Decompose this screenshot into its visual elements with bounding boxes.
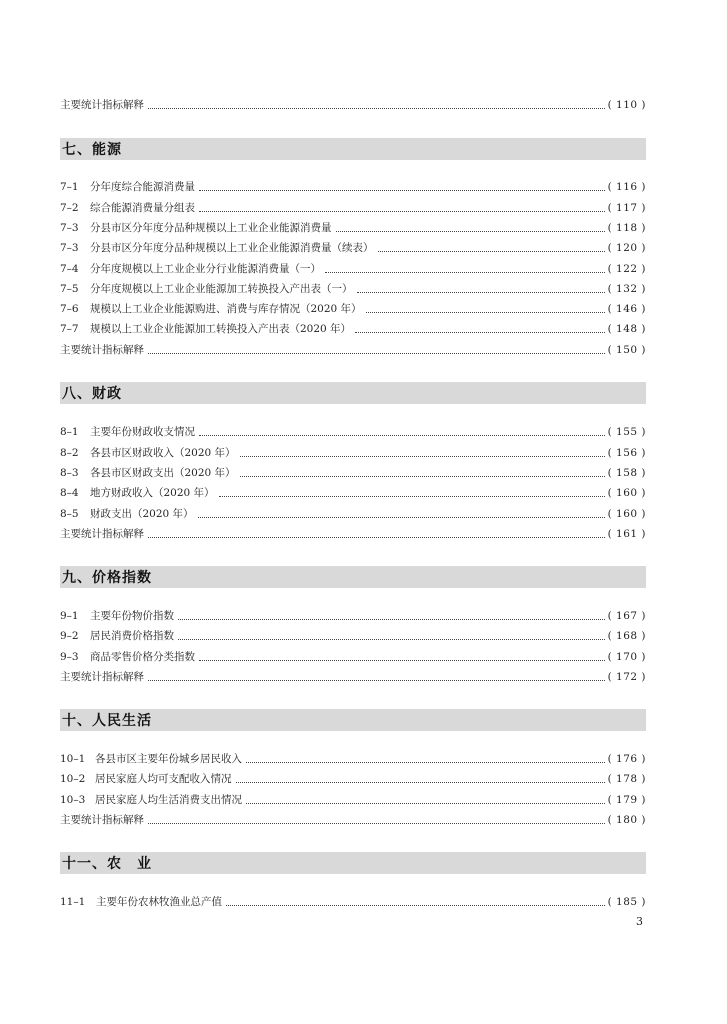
- chapter-heading-energy: [60, 138, 646, 160]
- dot-leader: [148, 352, 605, 354]
- toc-entry-title: 商品零售价格分类指数: [90, 651, 195, 663]
- toc-note-row[interactable]: [60, 812, 646, 828]
- toc-entry-row[interactable]: [60, 445, 646, 461]
- toc-entry-page: ( 160 ): [607, 508, 646, 520]
- chapter-heading-living: [60, 709, 646, 731]
- dot-leader: [199, 189, 605, 191]
- toc-entry-page: ( 168 ): [607, 630, 646, 642]
- toc-entry-page: ( 179 ): [607, 794, 646, 806]
- toc-entry-number: 8–1: [60, 426, 79, 438]
- toc-entry-number: 8–2: [60, 447, 79, 459]
- toc-entry-title: 综合能源消费量分组表: [90, 202, 195, 214]
- toc-entry-row[interactable]: [60, 301, 646, 317]
- toc-entry-row[interactable]: [60, 281, 646, 297]
- toc-entry-page: ( 150 ): [607, 344, 646, 356]
- toc-entry-row[interactable]: [60, 220, 646, 236]
- dot-leader: [236, 781, 605, 783]
- toc-entry-title: 主要统计指标解释: [60, 671, 144, 683]
- dot-leader: [366, 311, 605, 313]
- toc-entry-title: 各县市区主要年份城乡居民收入: [95, 753, 242, 765]
- toc-note-row[interactable]: [60, 526, 646, 542]
- toc-entry-page: ( 158 ): [607, 467, 646, 479]
- toc-entry-number: 7–6: [60, 303, 79, 315]
- toc-entry-number: 7–2: [60, 202, 79, 214]
- toc-entry-title: 主要统计指标解释: [60, 814, 144, 826]
- toc-entry-title: 主要统计指标解释: [60, 528, 144, 540]
- toc-entry-row[interactable]: [60, 894, 646, 910]
- toc-entry-number: 7–1: [60, 181, 79, 193]
- toc-entry-page: ( 155 ): [607, 426, 646, 438]
- toc-entry-title: 各县市区财政收入（2020 年）: [90, 447, 236, 459]
- toc-entry-title: 主要年份物价指数: [90, 610, 174, 622]
- dot-leader: [246, 761, 605, 763]
- toc-entry-title: 主要年份农林牧渔业总产值: [96, 896, 222, 908]
- toc-entry-row[interactable]: [60, 200, 646, 216]
- toc-note-row[interactable]: [60, 669, 646, 685]
- toc-entry-number: 10–1: [60, 753, 86, 765]
- chapter-title: 七、能源: [62, 142, 122, 158]
- chapter-heading-price-index: [60, 566, 646, 588]
- chapter-title: 九、价格指数: [62, 570, 152, 586]
- toc-entry-row[interactable]: [60, 321, 646, 337]
- toc-entry-number: 8–4: [60, 487, 79, 499]
- dot-leader: [199, 434, 605, 436]
- dot-leader: [198, 516, 605, 518]
- dot-leader: [178, 638, 605, 640]
- toc-note-row[interactable]: [60, 97, 646, 113]
- dot-leader: [148, 822, 605, 824]
- toc-entry-number: 9–2: [60, 630, 79, 642]
- toc-entry-row[interactable]: [60, 485, 646, 501]
- toc-entry-title: 主要统计指标解释: [60, 99, 144, 111]
- toc-entry-page: ( 178 ): [607, 773, 646, 785]
- toc-entry-page: ( 110 ): [607, 99, 646, 111]
- chapter-heading-finance: [60, 382, 646, 404]
- toc-entry-title: 居民消费价格指数: [90, 630, 174, 642]
- toc-entry-number: 8–3: [60, 467, 79, 479]
- toc-entry-page: ( 118 ): [607, 222, 646, 234]
- toc-entry-title: 居民家庭人均可支配收入情况: [95, 773, 232, 785]
- chapter-heading-agriculture: [60, 852, 646, 874]
- toc-entry-row[interactable]: [60, 628, 646, 644]
- toc-entry-title: 居民家庭人均生活消费支出情况: [95, 794, 242, 806]
- toc-entry-row[interactable]: [60, 608, 646, 624]
- dot-leader: [148, 679, 605, 681]
- toc-entry-page: ( 170 ): [607, 651, 646, 663]
- toc-entry-number: 10–3: [60, 794, 86, 806]
- dot-leader: [240, 475, 605, 477]
- toc-entry-page: ( 180 ): [607, 814, 646, 826]
- chapter-title: 八、财政: [62, 386, 122, 402]
- dot-leader: [178, 618, 605, 620]
- toc-entry-row[interactable]: [60, 240, 646, 256]
- toc-entry-number: 11–1: [60, 896, 86, 908]
- toc-entry-title: 主要年份财政收支情况: [90, 426, 195, 438]
- toc-entry-number: 7–5: [60, 283, 79, 295]
- toc-entry-page: ( 172 ): [607, 671, 646, 683]
- toc-entry-page: ( 120 ): [607, 242, 646, 254]
- dot-leader: [336, 230, 605, 232]
- dot-leader: [357, 291, 605, 293]
- toc-entry-number: 7–7: [60, 323, 79, 335]
- chapter-title: 十一、农 业: [62, 856, 152, 872]
- toc-entry-row[interactable]: [60, 424, 646, 440]
- toc-entry-number: 7–4: [60, 263, 79, 275]
- toc-entry-page: ( 167 ): [607, 610, 646, 622]
- toc-entry-row[interactable]: [60, 792, 646, 808]
- chapter-title: 十、人民生活: [62, 713, 152, 729]
- toc-entry-row[interactable]: [60, 506, 646, 522]
- toc-entry-page: ( 161 ): [607, 528, 646, 540]
- dot-leader: [246, 802, 605, 804]
- toc-entry-number: 10–2: [60, 773, 86, 785]
- toc-entry-row[interactable]: [60, 261, 646, 277]
- dot-leader: [325, 271, 605, 273]
- toc-entry-page: ( 148 ): [607, 323, 646, 335]
- dot-leader: [355, 331, 605, 333]
- toc-entry-row[interactable]: [60, 771, 646, 787]
- toc-entry-title: 分年度规模以上工业企业分行业能源消费量（一）: [90, 263, 321, 275]
- toc-entry-title: 规模以上工业企业能源购进、消费与库存情况（2020 年）: [90, 303, 362, 315]
- dot-leader: [219, 495, 605, 497]
- toc-entry-title: 规模以上工业企业能源加工转换投入产出表（2020 年）: [90, 323, 352, 335]
- toc-entry-number: 7–3: [60, 222, 79, 234]
- dot-leader: [199, 659, 605, 661]
- dot-leader: [226, 904, 605, 906]
- toc-entry-title: 主要统计指标解释: [60, 344, 144, 356]
- toc-entry-page: ( 160 ): [607, 487, 646, 499]
- toc-entry-title: 分年度综合能源消费量: [90, 181, 195, 193]
- toc-entry-number: 7–3: [60, 242, 79, 254]
- toc-entry-title: 分县市区分年度分品种规模以上工业企业能源消费量: [90, 222, 332, 234]
- toc-entry-number: 9–3: [60, 651, 79, 663]
- toc-entry-page: ( 132 ): [607, 283, 646, 295]
- toc-entry-page: ( 156 ): [607, 447, 646, 459]
- toc-entry-title: 各县市区财政支出（2020 年）: [90, 467, 236, 479]
- dot-leader: [199, 210, 605, 212]
- toc-entry-title: 财政支出（2020 年）: [90, 508, 194, 520]
- toc-entry-page: ( 117 ): [607, 202, 646, 214]
- toc-entry-row[interactable]: [60, 649, 646, 665]
- toc-note-row[interactable]: [60, 342, 646, 358]
- toc-entry-row[interactable]: [60, 751, 646, 767]
- toc-entry-page: ( 146 ): [607, 303, 646, 315]
- toc-entry-number: 9–1: [60, 610, 79, 622]
- page-number: 3: [636, 915, 643, 928]
- toc-entry-page: ( 122 ): [607, 263, 646, 275]
- toc-entry-row[interactable]: [60, 465, 646, 481]
- toc-entry-row[interactable]: [60, 179, 646, 195]
- toc-entry-page: ( 185 ): [607, 896, 646, 908]
- dot-leader: [148, 536, 605, 538]
- toc-entry-title: 地方财政收入（2020 年）: [90, 487, 215, 499]
- dot-leader: [378, 250, 605, 252]
- toc-entry-page: ( 116 ): [607, 181, 646, 193]
- toc-entry-title: 分县市区分年度分品种规模以上工业企业能源消费量（续表）: [90, 242, 374, 254]
- dot-leader: [240, 455, 605, 457]
- toc-entry-number: 8–5: [60, 508, 79, 520]
- toc-entry-title: 分年度规模以上工业企业能源加工转换投入产出表（一）: [90, 283, 353, 295]
- dot-leader: [148, 107, 605, 109]
- toc-entry-page: ( 176 ): [607, 753, 646, 765]
